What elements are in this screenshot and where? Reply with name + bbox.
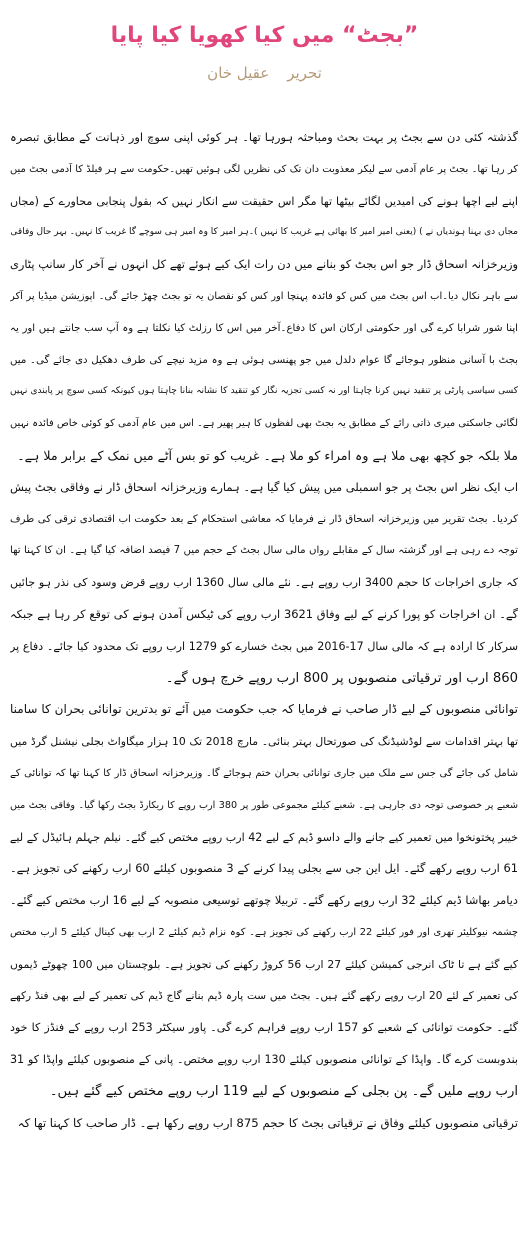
paragraph-line: بجٹ با آسانی منظور ہوجائے گا عوام دلدل میں جو پھنسی ہوئی ہے وہ مزید نیچے کی طرف دھکیل دی جائے گی۔ میں <box>10 354 518 366</box>
paragraph-line: کیے گئے ہے تا ٹاک انرجی کمیشن کیلئے 27 ارب 56 کروڑ رکھنے کی تجویز ہے۔ بلوچستان میں 100 چھوٹے ڈیموں <box>10 957 518 971</box>
byline-author: عقیل خان <box>207 64 270 82</box>
paragraph-line: گذشتہ کئی دن سے بجٹ پر بہت بحث ومباحثہ ہورہا تھا۔ ہر کوئی اپنی سوچ اور ذہانت کے مطابق تبصرہ <box>10 130 518 144</box>
paragraph-line: توانائی منصوبوں کے لیے ڈار صاحب نے فرمایا کہ جب حکومت میں آئے تو بدترین توانائی بحران کا سامنا <box>10 702 518 717</box>
paragraph-line: شعبے پر خصوصی توجہ دی جارہی ہے۔ شعبے کیلئے مجموعی طور پر 380 ارب روپے کا ریکارڈ بجٹ رکھا گیا۔ وفاقی بجٹ میں <box>10 799 518 811</box>
paragraph-line: ملا بلکہ جو کچھ بھی ملا ہے وہ امراء کو ملا ہے۔ غریب کو تو بس آٹے میں نمک کے برابر ملا ہے۔ <box>17 447 518 463</box>
paragraph-line: ترقیاتی منصوبوں کیلئے وفاق نے ترقیاتی بجٹ کا حجم 875 ارب روپے رکھا ہے۔ ڈار صاحب کا کہنا تھا کہ <box>17 1115 518 1130</box>
paragraph-line: ارب روپے ملیں گے۔ پن بجلی کے منصوبوں کے لیے 119 ارب روپے مختص کیے گئے ہیں۔ <box>49 1083 518 1099</box>
paragraph-line: خیبر پختونخوا میں تعمیر کیے جانے والے داسو ڈیم کے لیے 42 ارب روپے مختص کیے گئے۔ نیلم جہلم ہائیڈل کے لیے <box>10 830 518 844</box>
paragraph-line: توجہ دے رہی ہے اور گزشتہ سال کے مقابلے رواں مالی سال بجٹ کے حجم میں 7 فیصد اضافہ کیا گیا ہے۔ ان کا کہنا تھا <box>10 545 518 557</box>
paragraph-line: کسی سیاسی پارٹی پر تنقید نہیں کرنا چاہتا اور نہ کسی تجزیہ نگار کو تنقید کا نشانہ بنانا چاہتا ہوں کیونکہ کسی سوچ پر پابندی نہیں <box>10 386 518 397</box>
paragraph-line: چشمہ نیوکلیئر تھری اور فور کیلئے 22 ارب رکھنے کی تجویز ہے۔ کوہ نزام ڈیم کیلئے 2 ارب بھی کینال کیلئے 5 ارب مختص <box>10 926 518 938</box>
paragraph-line: اپنے لیے اچھا ہونے کی امیدیں لگائے بیٹھا تھا مگر اس حقیقت سے انکار نہیں کہ بقول پنجابی محاورے کے (مجاں <box>10 194 518 208</box>
paragraph-line: بندوبست کرے گا۔ واپڈا کے توانائی منصوبوں کیلئے 130 ارب روپے مختص۔ پانی کے منصوبوں کیلئے واپڈا کو 31 <box>10 1053 518 1067</box>
paragraph-line: تھا بہتر اقدامات سے لوڈشیڈنگ کی صورتحال بہتر بنائی۔ مارچ 2018 تک 10 ہزار میگاواٹ بجلی نیشنل گرڈ میں <box>10 735 518 749</box>
article-headline: ”بجٹ“ میں کیا کھویا کیا پایا <box>110 23 419 48</box>
paragraph-line: 61 ارب روپے رکھے گئے۔ ایل این جی سے بجلی پیدا کرنے کے 3 منصوبوں کیلئے 60 ارب رکھنے کی تجویز ہے۔ <box>10 861 518 876</box>
paragraph-line: اب ایک نظر اس بجٹ پر جو اسمبلی میں پیش کیا گیا ہے۔ ہمارے وزیرخزانہ اسحاق ڈار نے وفاقی بجٹ پیش <box>10 479 518 494</box>
paragraph-line: گئے۔ حکومت توانائی کے شعبے کو 157 ارب روپے فراہم کرے گی۔ پاور سیکٹر 253 ارب روپے کے فنڈز کا خود <box>10 1021 518 1035</box>
paragraph-line: سرکار کا ارادہ ہے کہ مالی سال 17-2016 میں بجٹ خسارے کو 1279 ارب روپے تک محدود کیا جائے۔ دفاع پر <box>10 639 518 653</box>
paragraph-line: شامل کی جائے گی جس سے ملک میں جاری توانائی بحران ختم ہوجائے گا۔ وزیرخزانہ اسحاق ڈار کا کہنا تھا کہ توانائی کے <box>10 767 518 779</box>
paragraph-line: اپنا شور شرابا کرے گی اور حکومتی ارکان اس کا دفاع۔آخر میں اس کا رزلٹ کیا نکلتا ہے وہ آپ سب جانتے ہیں اور یہ <box>10 322 518 334</box>
paragraph-line: کردیا۔ بجٹ تقریر میں وزیرخزانہ اسحاق ڈار نے فرمایا کہ معاشی استحکام کے بعد حکومت اب اقتصادی ترقی کی طرف <box>10 513 518 525</box>
paragraph-line: کی تعمیر کے لئے 20 ارب روپے رکھے گئے ہیں۔ بجٹ میں ست پارہ ڈیم بنانے گاج ڈیم کی تعمیر کے لیے بھی فنڈ رکھے <box>10 989 518 1002</box>
byline-label: تحریر <box>287 64 322 82</box>
article-body <box>10 122 518 1140</box>
paragraph-line: مجاں دی بہنا ہوندیاں نے ) (یعنی امیر امیر کا بھائی ہے غریب کا نہیں )۔ہر امیر کا وہ امیر ہی سوچے گا غریب کا نہیں۔ بہر حال وفاقی <box>10 227 518 238</box>
paragraph-line: لگائی جاسکتی میری ذاتی رائے کے مطابق یہ بجٹ بھی لفظوں کا ہیر پھیر ہے۔ اس میں عام آدمی کو کوئی خاص فائدہ نہیں <box>10 418 518 430</box>
article-byline <box>0 62 529 84</box>
paragraph-line: کر رہا تھا۔ بجٹ پر عام آدمی سے لیکر معذوبت دان تک کی نظریں لگی ہوئیں تھیں۔حکومت سے ہر فیلڈ کا آدمی بجٹ میں <box>10 163 518 175</box>
article-paragraph <box>10 249 518 472</box>
paragraph-line: دیامر بھاشا ڈیم کیلئے 32 ارب روپے رکھے گئے۔ تربیلا چوتھے توسیعی منصوبہ کے لیے 16 ارب مختص کیے گئے۔ <box>10 893 518 908</box>
paragraph-line: 860 ارب اور ترقیاتی منصوبوں پر 800 ارب روپے خرچ ہوں گے۔ <box>165 670 518 686</box>
article-paragraph <box>10 472 518 695</box>
paragraph-line: سے باہر نکال دیا۔اب اس بجٹ میں کس کو فائدہ پہنچا اور کس کو نقصان یہ تو بجٹ چھڑ جائے گی۔ اپوزیشن میڈیا پر آکر <box>10 290 518 302</box>
article-paragraph <box>10 122 518 249</box>
article-paragraph <box>10 694 518 1107</box>
paragraph-line: وزیرخزانہ اسحاق ڈار جو اس بجٹ کو بنانے میں دن رات ایک کیے ہوئے تھے کل انہوں نے آخر کار سانپ پٹاری <box>10 257 518 272</box>
article-paragraph <box>10 1108 518 1140</box>
paragraph-line: گے۔ ان اخراجات کو پورا کرنے کے لیے وفاق 3621 ارب روپے کی ٹیکس آمدن ہونے کی توقع کر رہا ہے جبکہ <box>10 606 518 621</box>
paragraph-line: کہ جاری اخراجات کا حجم 3400 ارب روپے ہے۔ نئے مالی سال 1360 ارب روپے قرض وسود کی نذر ہو جائیں <box>10 576 518 590</box>
